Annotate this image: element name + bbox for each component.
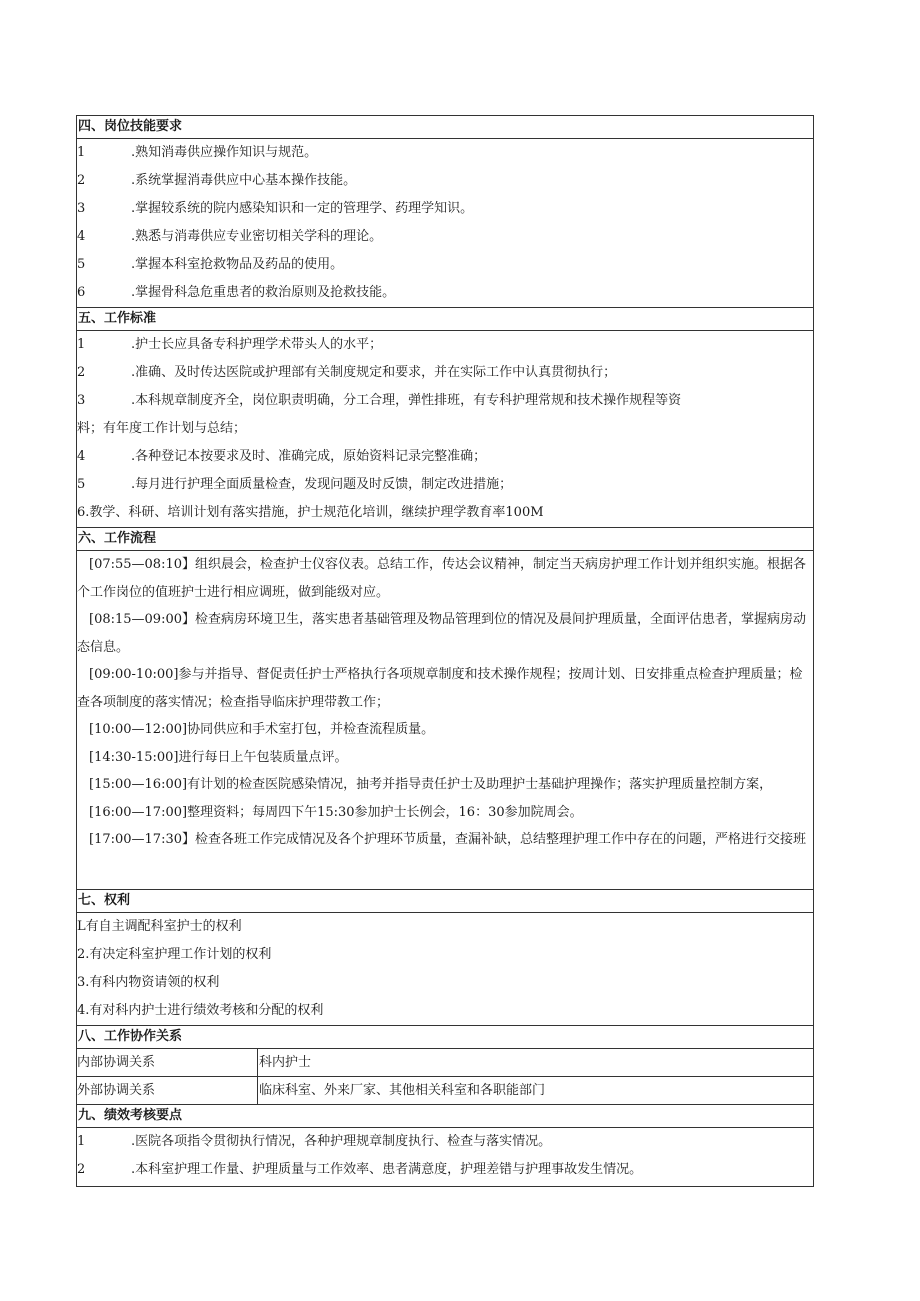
skills-list <box>77 139 813 307</box>
list-item: 3.有科内物资请领的权利 <box>77 975 220 990</box>
list-item: 6 .掌握骨科急危重患者的救治原则及抢救技能。 <box>77 285 396 300</box>
list-item: 3 .掌握较系统的院内感染知识和一定的管理学、药理学知识。 <box>77 201 474 216</box>
list-item: 4 .熟悉与消毒供应专业密切相关学科的理论。 <box>77 229 383 244</box>
section-title-flow: 六、工作流程 <box>77 527 813 551</box>
list-item: L有自主调配科室护士的权利 <box>77 919 242 934</box>
list-item: 2 .系统掌握消毒供应中心基本操作技能。 <box>77 173 357 188</box>
list-item-continued: 料；有年度工作计划与总结； <box>77 421 247 436</box>
table-row <box>77 1077 813 1104</box>
list-item: 4.有对科内护士进行绩效考核和分配的权利 <box>77 1003 324 1018</box>
list-item: 5 .掌握本科室抢救物品及药品的使用。 <box>77 257 344 272</box>
workflow-item: [10:00—12:00]协同供应和手术室打包，并检查流程质量。 <box>89 722 435 737</box>
workflow-item: [09:00-10:00]参与并指导、督促责任护士严格执行各项规章制度和技术操作规程；按周计划、日安排重点检查护理质量；检查各项制度的落实情况；检查指导临床护理带教工作； <box>77 667 803 710</box>
workflow-item: [17:00—17:30】检查各班工作完成情况及各个护理环节质量，查漏补缺，总结整理护理工作中存在的问题，严格进行交接班 <box>89 832 807 847</box>
list-item: 1 .熟知消毒供应操作知识与规范。 <box>77 145 318 160</box>
relations-table <box>77 1049 813 1105</box>
standards-list <box>77 331 813 527</box>
section-title-standards: 五、工作标准 <box>77 307 813 331</box>
section-title-kpi: 九、绩效考核要点 <box>77 1105 813 1128</box>
kpi-list <box>77 1128 813 1186</box>
list-item: 6.教学、科研、培训计划有落实措施，护士规范化培训，继续护理学教育率100M <box>77 505 544 520</box>
workflow-item: [07:55—08:10】组织晨会，检查护士仪容仪表。总结工作，传达会议精神，制定当天病房护理工作计划并组织实施。根据各个工作岗位的值班护士进行相应调班，做到能级对应。 <box>77 557 807 600</box>
list-item: 5 .每月进行护理全面质量检查，发现问题及时反馈，制定改进措施； <box>77 477 513 492</box>
list-item: 4 .各种登记本按要求及时、准确完成，原始资料记录完整准确； <box>77 449 487 464</box>
section-title-rights: 七、权利 <box>77 889 813 913</box>
table-row <box>77 1049 813 1077</box>
section-title-skills: 四、岗位技能要求 <box>77 116 813 139</box>
workflow-item: [16:00—17:00]整理资料；每周四下午15:30参加护士长例会，16：30参加院周会。 <box>89 804 583 820</box>
list-item: 1 .护士长应具备专科护理学术带头人的水平； <box>77 337 383 352</box>
list-item: 1 .医院各项指令贯彻执行情况，各种护理规章制度执行、检查与落实情况。 <box>77 1134 552 1149</box>
section-title-relations: 八、工作协作关系 <box>77 1025 813 1049</box>
relation-label: 内部协调关系 <box>77 1049 258 1076</box>
relation-value: 临床科室、外来厂家、其他相关科室和各职能部门 <box>259 1083 546 1098</box>
rights-list <box>77 913 813 1025</box>
job-description-table <box>76 115 814 1187</box>
relation-label: 外部协调关系 <box>77 1077 258 1104</box>
workflow-item: [08:15—09:00】检查病房环境卫生，落实患者基础管理及物品管理到位的情况及晨间护理质量，全面评估患者，掌握病房动态信息。 <box>77 612 807 655</box>
relation-value: 科内护士 <box>259 1055 312 1070</box>
workflow-item: [15:00—16:00]有计划的检查医院感染情况，抽考并指导责任护士及助理护士基础护理操作；落实护理质量控制方案， <box>89 777 773 792</box>
workflow-item: [14:30-15:00]进行每日上午包装质量点评。 <box>89 749 348 765</box>
workflow-list <box>77 551 813 889</box>
list-item: 2 .准确、及时传达医院或护理部有关制度规定和要求，并在实际工作中认真贯彻执行； <box>77 365 617 380</box>
list-item: 3 .本科规章制度齐全，岗位职责明确，分工合理，弹性排班，有专科护理常规和技术操作规程等资 <box>77 393 682 408</box>
list-item: 2.有决定科室护理工作计划的权利 <box>77 947 272 962</box>
list-item: 2 .本科室护理工作量、护理质量与工作效率、患者满意度，护理差错与护理事故发生情况。 <box>77 1162 643 1177</box>
